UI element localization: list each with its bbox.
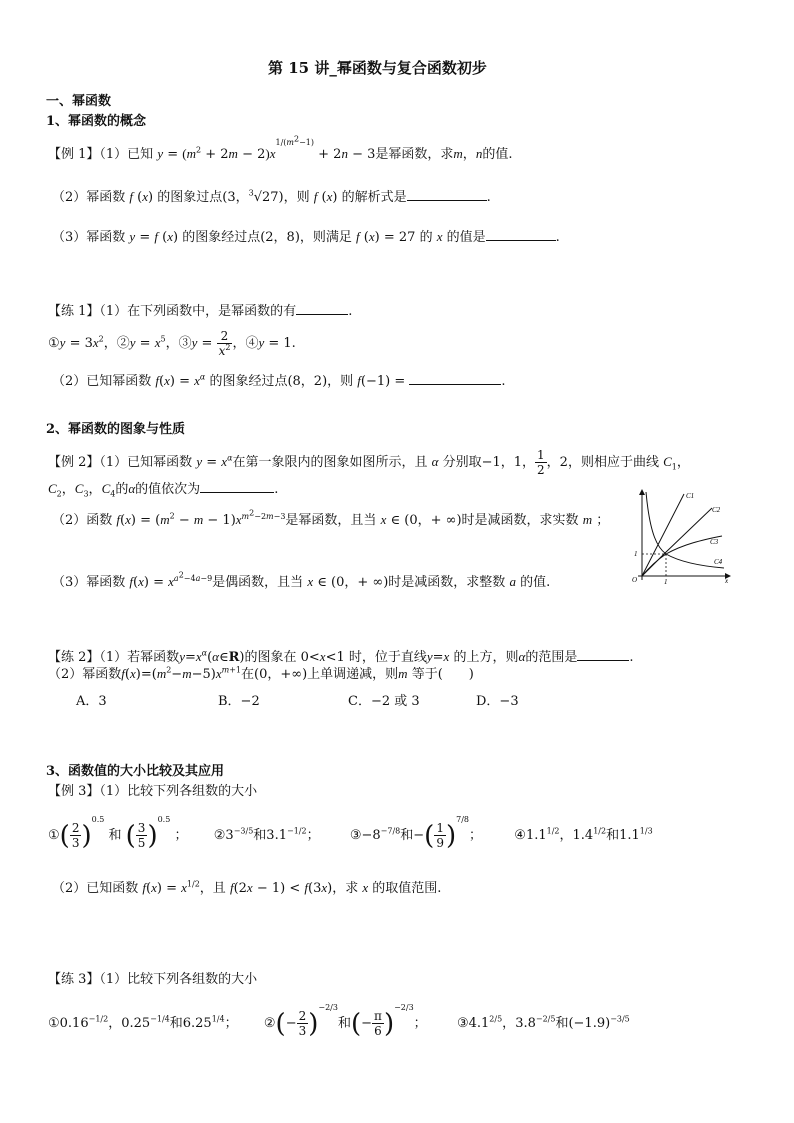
practice1-question2: （2）已知幂函数 $f(x) = x^\alpha$ 的图象经过点(8，2)，则 f(−1) = .: [52, 372, 506, 389]
curve-c1: [642, 494, 684, 576]
tick-x: 1: [664, 578, 668, 584]
curve-label-c4: C4: [714, 558, 723, 566]
practice2-question1: 【练 2】（1）若幂函数$y=x^\alpha(\alpha\in R)$的图象在 0<x<1 时，位于直线y=x 的上方，则α的范围是 .: [48, 648, 634, 665]
practice1-question1: 【练 1】（1）在下列函数中，是幂函数的有 .: [48, 304, 353, 319]
example2-question2: （2）函数 $f(x) = (m^2 - m - 1)x^{m^2-2m-3}$是幂函数，且当 x ∈ (0，+ ∞)时是减函数，求实数 m ；: [52, 508, 610, 528]
practice3-label: 【练 3】: [48, 972, 100, 987]
page-title: 第 15 讲_幂函数与复合函数初步: [268, 59, 487, 77]
curve-c4: [646, 492, 724, 568]
answer-blank[interactable]: [577, 648, 629, 661]
practice1-options: ①y = $3x^2$，②y = $x^5$，③y = $\frac{2}{x^2}$ ，④y = 1.: [48, 329, 296, 358]
curve-label-c1: C1: [686, 492, 695, 500]
example1-question3: （3）幂函数 y = f (x) 的图象经过点(2，8)，则满足 f (x) = 27 的 x 的值是 .: [52, 229, 560, 245]
example3-question1: 【例 3】（1）比较下列各组数的大小: [48, 784, 258, 799]
origin-label: O: [632, 576, 638, 584]
example2-question1-cont: $C_2$，$C_3$，$C_4$的α的值依次为 .: [48, 481, 279, 499]
choice-a[interactable]: A．3: [76, 694, 107, 709]
example2-question1: 【例 2】（1）已知幂函数 $y = x^\alpha$在第一象限内的图象如图所示，且 α 分别取−1，1， $\frac{1}{2}$ ，2，则相应于曲线 $C_1$，: [48, 448, 690, 477]
subsection-graph-properties: 2、幂函数的图象与性质: [46, 422, 186, 437]
choice-d[interactable]: D．−3: [476, 694, 519, 709]
practice2-question2: （2）幂函数$f(x)=(m^2-m-5)x^{m+1}$在(0，+∞)上单调递减，则m 等于( ): [48, 665, 474, 682]
practice3-items: $①0.16^{-1/2}$，$0.25^{-1/4}$和$6.25^{1/4}$； ②(− $\frac{2}{3}$ )$^{-2/3}$和(− $\frac{\pi}{6}$ )$^{-2/3}$； $③4.1^{2/5}$，$3.8^{-2/5}$和$(-1.9)^{-3/5}$: [48, 1002, 630, 1039]
example2-question3: （3）幂函数 $f(x) = x^{a^2-4a-9}$是偶函数，且当 x ∈ (0，+ ∞)时是减函数，求整数 a 的值.: [52, 570, 551, 590]
power-function-graph: [624, 486, 734, 584]
example1-label: 【例 1】: [48, 147, 100, 162]
practice2-label: 【练 2】: [48, 650, 100, 665]
example1-question2: （2）幂函数 f (x) 的图象过点(3，$^3$√27)，则 f (x) 的解析式是 .: [52, 188, 491, 205]
answer-blank[interactable]: [296, 302, 348, 315]
answer-blank[interactable]: [200, 480, 274, 493]
x-axis-label: x: [725, 577, 729, 584]
subsection-concept: 1、幂函数的概念: [46, 114, 147, 129]
example3-question2: （2）已知函数 $f(x) = x^{1/2}$，且 f(2x − 1) < f(3x)，求 x 的取值范围.: [52, 879, 442, 896]
choice-b[interactable]: B．−2: [218, 694, 260, 709]
section-heading-power-function: 一、幂函数: [46, 94, 112, 109]
answer-blank[interactable]: [409, 372, 501, 385]
answer-blank[interactable]: [486, 228, 556, 241]
answer-blank[interactable]: [407, 188, 487, 201]
practice3-question1: 【练 3】（1）比较下列各组数的大小: [48, 972, 258, 987]
subsection-comparison: 3、函数值的大小比较及其应用: [46, 764, 225, 779]
example3-items: ①( $\frac{2}{3}$ )$^{0.5}$ 和 ( $\frac{3}{5}$ )$^{0.5}$ ； $②3^{-3/5}$和$3.1^{-1/2}$； $③-8^{-7/8}$和−( $\frac{1}{9}$ )$^{7/8}$； $④1.1^{1/2}$，$1.4^{1/2}$和$1.1^{1/3}$: [48, 814, 653, 851]
curve-label-c3: C3: [710, 538, 719, 546]
example3-label: 【例 3】: [48, 784, 100, 799]
curve-label-c2: C2: [712, 506, 721, 514]
practice1-label: 【练 1】: [48, 304, 100, 319]
tick-y: 1: [634, 550, 638, 558]
example2-label: 【例 2】: [48, 455, 100, 470]
example1-question1: 【例 1】（1）已知 $y = (m^2 + 2m - 2)x^{1/(m^2-1)} + 2n - 3$是幂函数，求m，n的值.: [48, 134, 513, 162]
curve-c2: [642, 508, 712, 576]
choice-c[interactable]: C．−2 或 3: [348, 694, 420, 709]
